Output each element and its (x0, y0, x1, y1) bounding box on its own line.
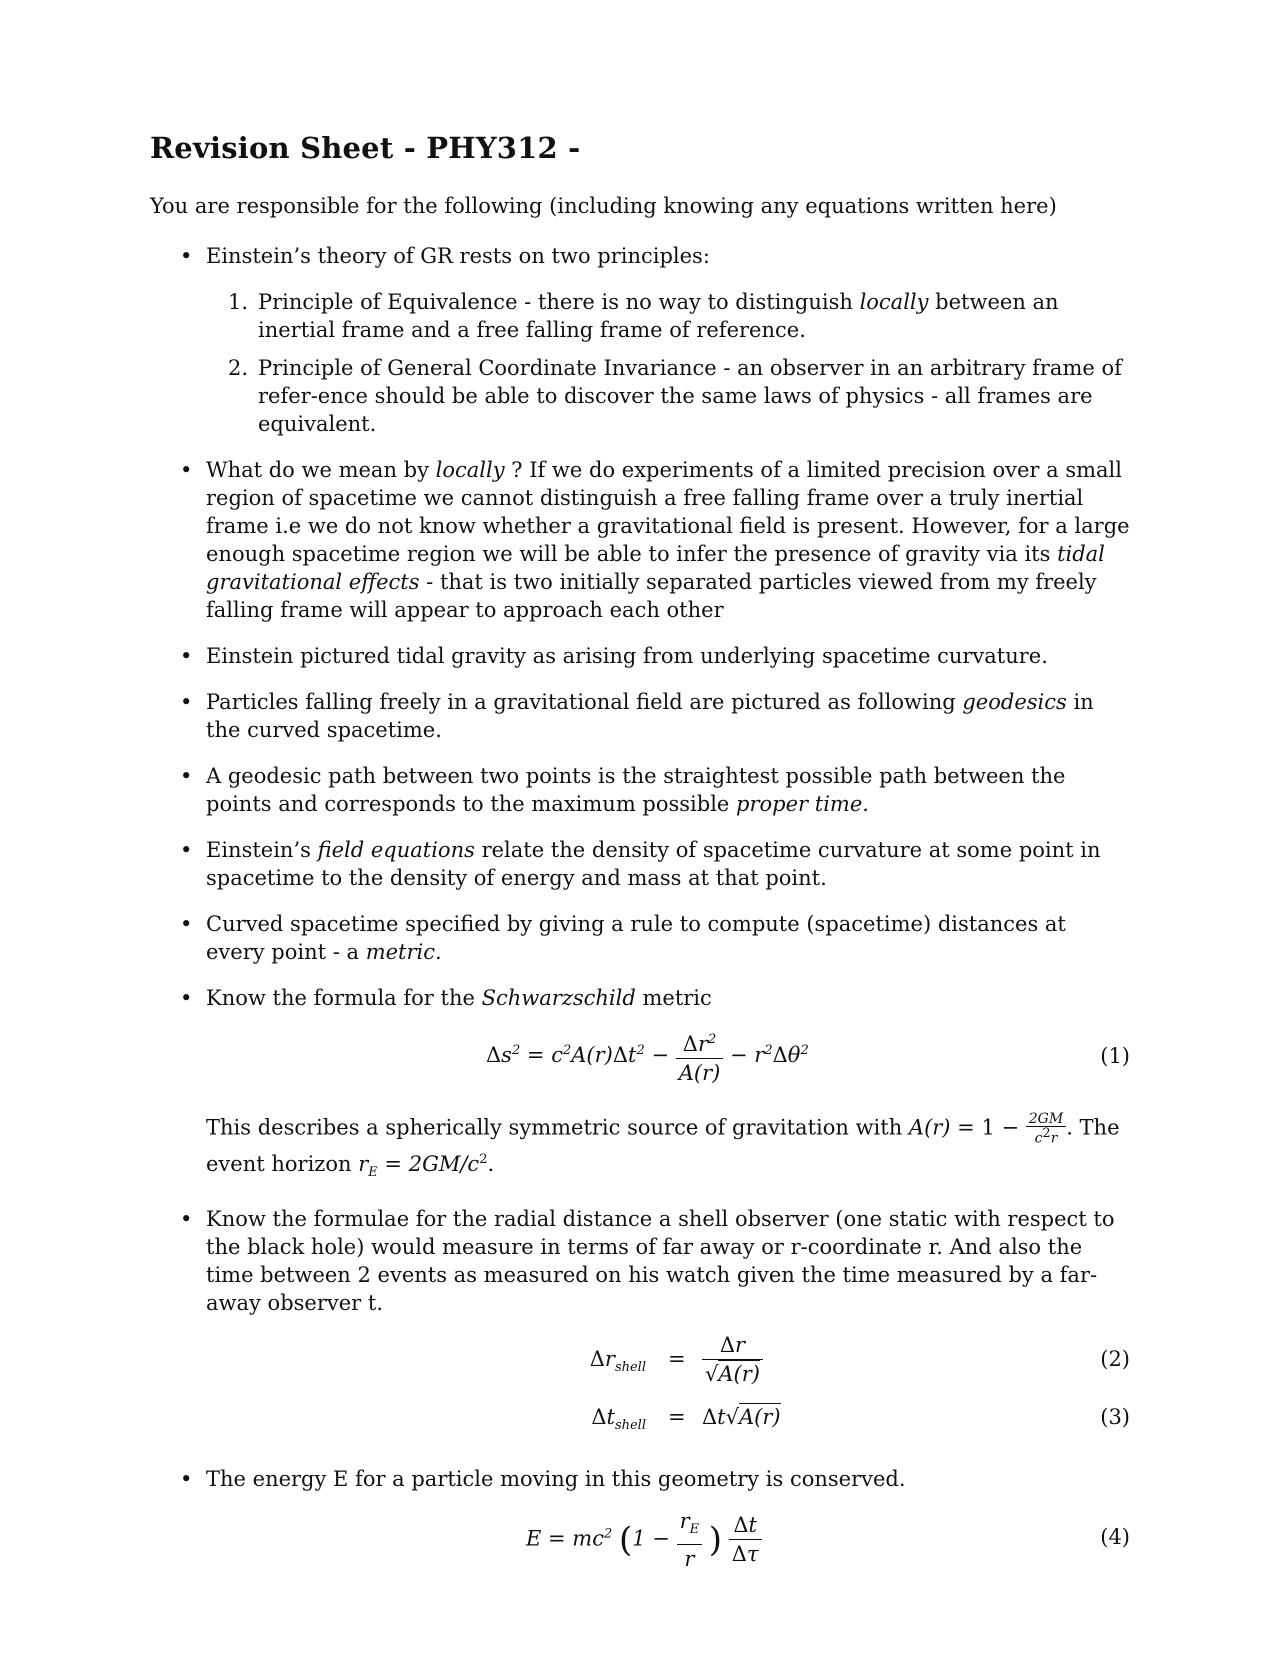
equation-1-description: This describes a spherically symmetric source of gravitation with A(r) = 1 − $\frac{2GM}{c^2r}$ . The event horizon $r_E = 2GM/c^2$. (206, 1111, 1120, 1180)
topic-list (150, 242, 1130, 1573)
bullet-icon: • (180, 458, 193, 482)
equation-number: (2) (1100, 1346, 1130, 1371)
page-title: Revision Sheet - PHY312 - (150, 131, 581, 165)
bullet-icon: • (180, 986, 193, 1010)
list-item: • Know the formula for the Schwarzschild metric $\Delta s^2 = c^2A(r)\Delta t^2$ − $\frac{\Delta r^2}{A(r)}$ − $r^2\Delta\theta^2$ (1) This describes a spherically symmetric source of gravitation with A(r) = 1 − $\frac{2GM}{c^2r}$ . The event horizon $r_E = 2GM/c^2$. (150, 984, 1130, 1187)
equation-2: $\Delta r_{shell}$ = $\frac{\Delta r}{√A(r)}$ (2) (589, 1332, 1130, 1386)
list-item: • Curved spacetime specified by giving a rule to compute (spacetime) distances at every point - a metric. (180, 912, 1066, 964)
list-item: • Einstein’s theory of GR rests on two principles: 1. Principle of Equivalence - there is no way to distinguish locally between an inertial frame and a free falling frame of reference. 2. Principle of General Coordinate Invariance - an observer in an arbitrary frame of refer-ence should be able to discover the same laws of physics - all frames are equivalent. (150, 242, 1130, 438)
equation-number: (3) (1100, 1404, 1130, 1429)
list-item: 2. Principle of General Coordinate Invariance - an observer in an arbitrary frame of refer-ence should be able to discover the same laws of physics - all frames are equivalent. (228, 356, 1122, 436)
list-item: • The energy E for a particle moving in this geometry is conserved. $E = mc^2$ (1 − $\frac{r_E}{r}$ ) $\frac{\Delta t}{\Delta\tau}$ (4) (180, 1466, 1130, 1572)
list-item: • Particles falling freely in a gravitational field are pictured as following geodesics in the curved spacetime. (180, 690, 1094, 742)
bullet-icon: • (180, 838, 193, 862)
bullet-icon: • (180, 690, 193, 714)
equation-1: $\Delta s^2 = c^2A(r)\Delta t^2$ − $\frac{\Delta r^2}{A(r)}$ − $r^2\Delta\theta^2$ (1) (206, 1026, 1130, 1092)
intro-text: You are responsible for the following (including knowing any equations written here) (150, 194, 1057, 218)
bullet-icon: • (180, 644, 193, 668)
list-item: • What do we mean by locally ? If we do experiments of a limited precision over a small region of spacetime we cannot distinguish a free falling frame over a truly inertial frame i.e we do not know whether a gravitational field is present. However, for a large enough spacetime region we will be able to infer the presence of gravity via its tidal gravitational effects - that is two initially separated particles viewed from my freely falling frame will appear to approach each other (180, 458, 1130, 622)
equation-3: $\Delta t_{shell}$ = Δt√A(r) (3) (591, 1404, 1130, 1434)
equations-2-3 (206, 1331, 1130, 1447)
equation-number: (1) (1100, 1044, 1130, 1068)
bullet-icon: • (180, 1466, 193, 1491)
equation-number: (4) (1100, 1524, 1130, 1549)
bullet-icon: • (180, 912, 193, 936)
bullet-icon: • (180, 764, 193, 788)
list-item: • Know the formulae for the radial distance a shell observer (one static with respect to the black hole) would measure in terms of far away or r-coordinate r. And also the time between 2 events as measured on his watch given the time measured by a far-away observer t. $\Delta r_{shell}$ = $\frac{\Delta r}{√A(r)}$ (2) $\Delta t_{shell}$ = Δt√A(r) (3) (150, 1205, 1130, 1447)
list-item: 1. Principle of Equivalence - there is no way to distinguish locally between an inertial frame and a free falling frame of reference. (228, 290, 1059, 342)
list-item: • Einstein pictured tidal gravity as arising from underlying spacetime curvature. (180, 644, 1048, 668)
document-page (150, 120, 1130, 1593)
list-item: • A geodesic path between two points is the straightest possible path between the points and corresponds to the maximum possible proper time. (180, 764, 1066, 816)
list-item: • Einstein’s field equations relate the density of spacetime curvature at some point in spacetime to the density of energy and mass at that point. (180, 838, 1101, 890)
equation-4: $E = mc^2$ (1 − $\frac{r_E}{r}$ ) $\frac{\Delta t}{\Delta\tau}$ (4) (526, 1508, 1130, 1572)
bullet-icon: • (180, 244, 193, 268)
bullet-icon: • (180, 1206, 193, 1231)
principles-list (206, 288, 1130, 438)
